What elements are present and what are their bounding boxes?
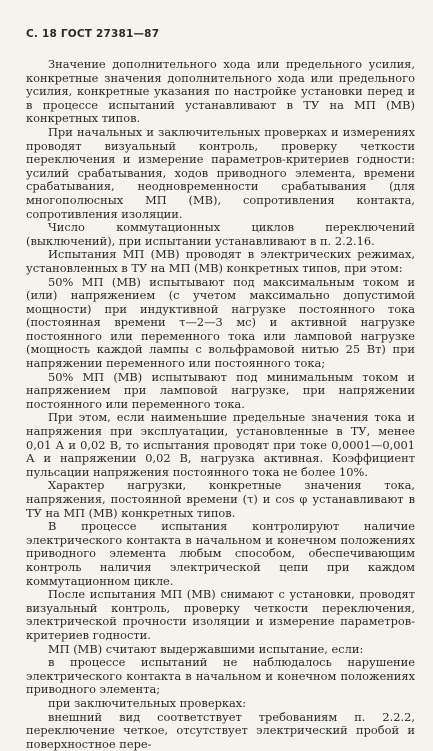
paragraph: 50% МП (МВ) испытывают под максимальным током и (или) напряжением (с учетом максимально допустимой мощности) при индуктивной нагрузке постоянного тока (постоянная времени τ—2—3 мс) и активной нагрузке постоянного или переменного тока или ламповой нагрузке (мощность каждой лампы с вольфрамовой нитью 25 Вт) при напряжении переменного или постоянного тока; [26, 276, 415, 371]
paragraph: Значение дополнительного хода или предельного усилия, конкретные значения дополнительного хода или предельного усилия, конкретные указания по настройке установки перед и в процессе испытаний устанавливают в ТУ на МП (МВ) конкретных типов. [26, 58, 415, 126]
paragraph: Число коммутационных циклов переключений (выключений), при испытании устанавливают в п. 2.2.16. [26, 221, 415, 248]
paragraph: Характер нагрузки, конкретные значения тока, напряжения, постоянной времени (τ) и cos φ устанавливают в ТУ на МП (МВ) конкретных типов. [26, 479, 415, 520]
paragraph: МП (МВ) считают выдержавшими испытание, если: [26, 643, 415, 657]
paragraph: в процессе испытаний не наблюдалось нарушение электрического контакта в начальном и конечном положениях приводного элемента; [26, 656, 415, 697]
paragraph: При этом, если наименьшие предельные значения тока и напряжения при эксплуатации, установленные в ТУ, менее 0,01 А и 0,02 В, то испытания проводят при токе 0,0001—0,001 А и напряжении 0,02 В, нагрузка активная. Коэффициент пульсации напряжения постоянного тока не более 10%. [26, 411, 415, 479]
paragraph: После испытания МП (МВ) снимают с установки, проводят визуальный контроль, проверку четкости переключения, электрической прочности изоляции и измерение параметров-критериев годности. [26, 588, 415, 642]
paragraph: В процессе испытания контролируют наличие электрического контакта в начальном и конечном положениях приводного элемента любым способом, обеспечивающим контроль наличия электрической цепи при каждом коммутационном цикле. [26, 520, 415, 588]
paragraph: При начальных и заключительных проверках и измерениях проводят визуальный контроль, проверку четкости переключения и измерение параметров-критериев годности: усилий срабатывания, ходов приводного элемента, времени срабатывания, неодновременности срабатывания (для многополюсных МП (МВ), сопротивления контакта, сопротивления изоляции. [26, 126, 415, 221]
paragraph: при заключительных проверках: [26, 697, 415, 711]
paragraph: 50% МП (МВ) испытывают под минимальным током и напряжением при ламповой нагрузке, при напряжении постоянного или переменного тока. [26, 371, 415, 412]
page-header: С. 18 ГОСТ 27381—87 [26, 28, 415, 40]
paragraph: Испытания МП (МВ) проводят в электрических режимах, установленных в ТУ на МП (МВ) конкретных типов, при этом: [26, 248, 415, 275]
document-body [26, 58, 415, 751]
paragraph: внешний вид соответствует требованиям п. 2.2.2, переключение четкое, отсутствует электрический пробой и поверхностное пере- [26, 711, 415, 751]
